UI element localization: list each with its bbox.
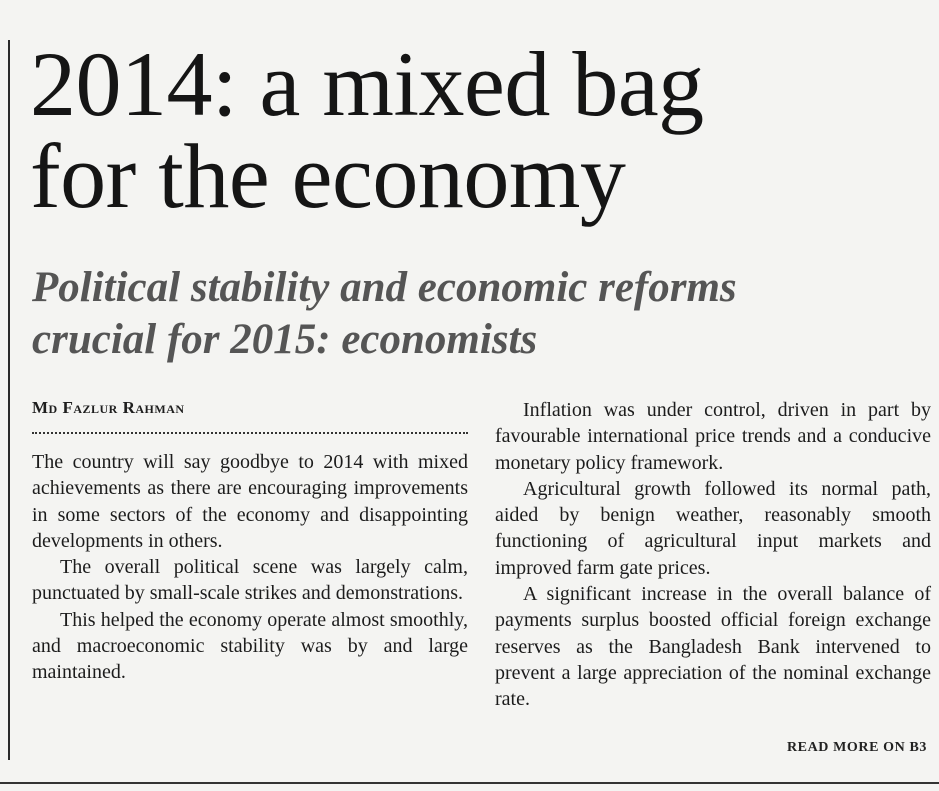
subheadline-line-2: crucial for 2015: economists	[32, 316, 538, 363]
left-column-rule	[8, 40, 10, 760]
subheadline-line-1: Political stability and economic reforms	[32, 264, 737, 311]
paragraph-2: The overall political scene was largely calm, punctuated by small-scale strikes and demonstrations.	[32, 556, 468, 605]
paragraph-3: This helped the economy operate almost smoothly, and macroeconomic stability was by and large maintained.	[32, 608, 468, 684]
bottom-divider	[0, 782, 939, 784]
read-more-link[interactable]: READ MORE ON B3	[786, 740, 927, 755]
article-column-right	[495, 397, 931, 713]
byline: Md Fazlur Rahman	[32, 398, 185, 417]
paragraph-6: A significant increase in the overall balance of payments surplus boosted official foreign exchange reserves as the Bangladesh Bank intervened to prevent a large appreciation of the nominal exchange rate.	[495, 583, 931, 711]
headline-line-1: 2014: a mixed bag	[30, 33, 704, 135]
subheadline	[32, 262, 932, 366]
article-column-left	[32, 449, 468, 686]
headline	[30, 33, 930, 227]
paragraph-4: Inflation was under control, driven in part by favourable international price trends and a conducive monetary policy framework.	[495, 399, 931, 474]
paragraph-1: The country will say goodbye to 2014 with mixed achievements as there are encouraging improvements in some sectors of the economy and disappointing developments in others.	[32, 451, 468, 552]
paragraph-5: Agricultural growth followed its normal path, aided by benign weather, reasonably smooth functioning of agricultural input markets and improved farm gate prices.	[495, 477, 931, 579]
byline-dotted-divider	[32, 432, 468, 434]
headline-line-2: for the economy	[30, 125, 626, 227]
